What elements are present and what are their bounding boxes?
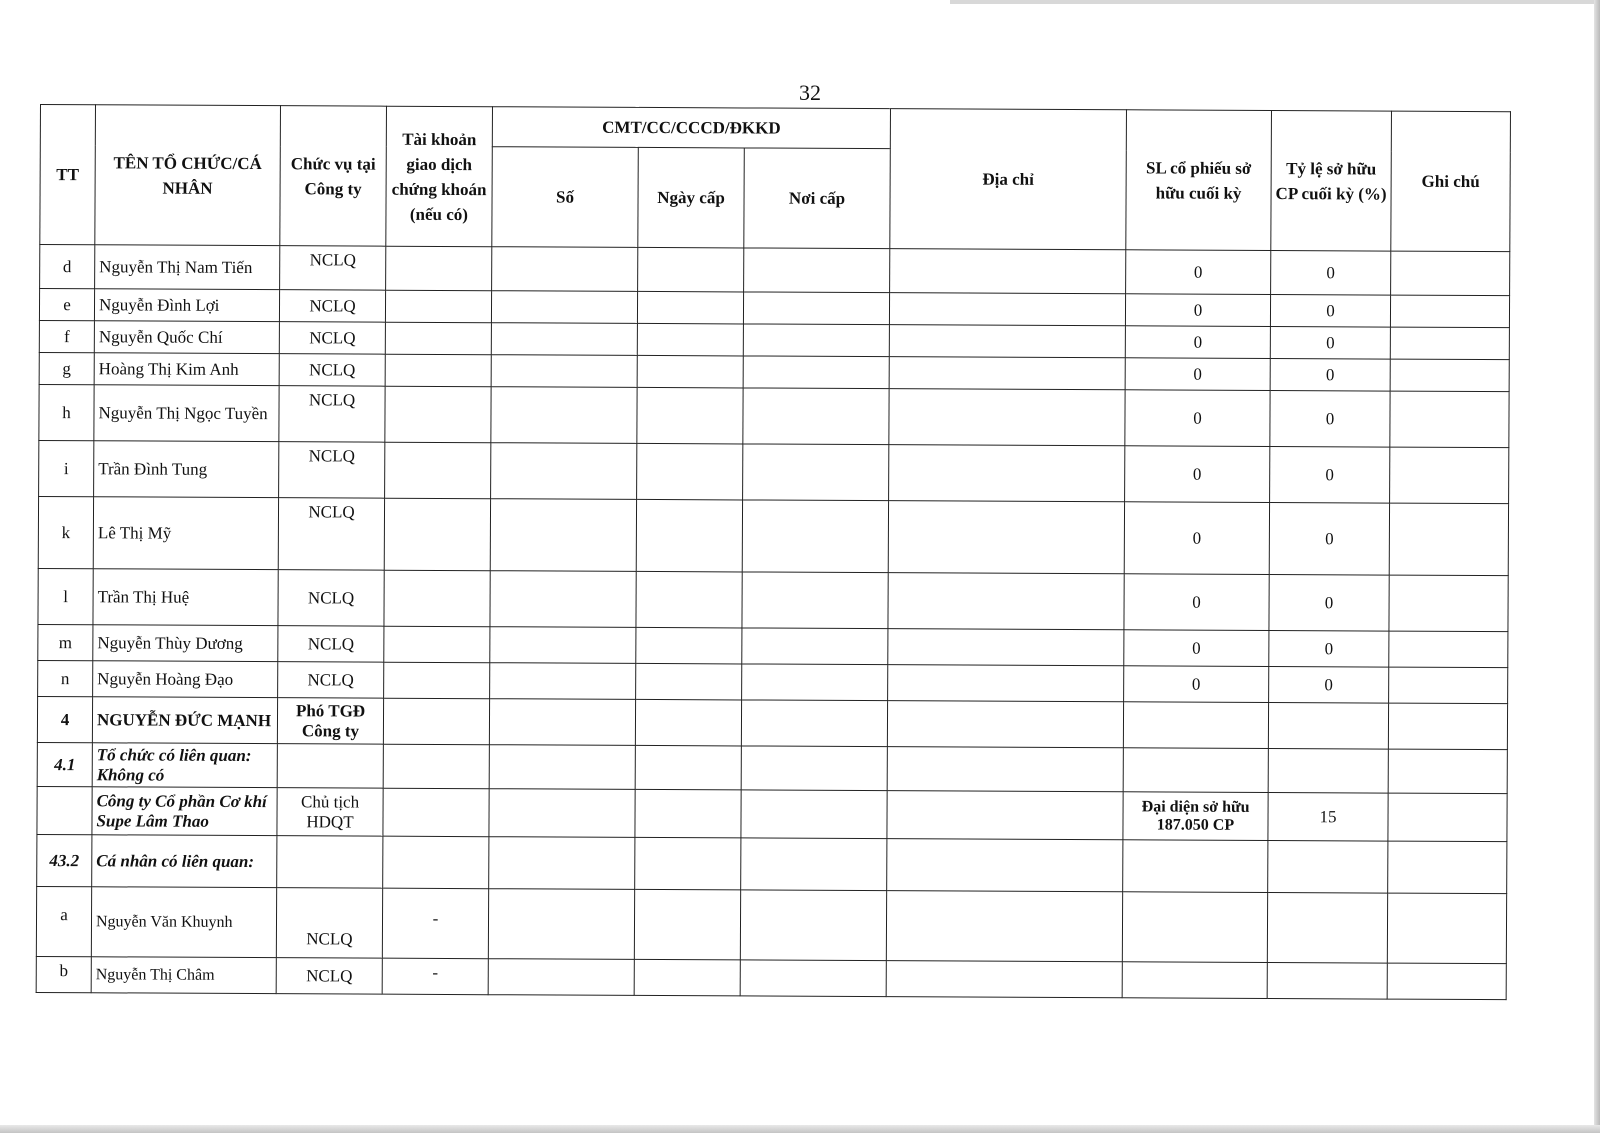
row-issue-place (742, 664, 888, 701)
row-ratio (1268, 703, 1388, 750)
row-ratio: 0 (1270, 447, 1390, 504)
row-tt: i (39, 440, 94, 496)
row-account (385, 290, 491, 323)
row-account (384, 662, 490, 699)
header-ratio: Tỷ lệ sở hữu CP cuối kỳ (%) (1271, 111, 1392, 252)
row-account (386, 246, 492, 291)
row-issue-place (741, 838, 887, 891)
row-shares: Đại diện sở hữu 187.050 CP (1123, 792, 1268, 841)
row-issue-date (636, 627, 742, 664)
header-row-1 (40, 105, 1510, 152)
row-ratio (1267, 893, 1387, 964)
row-id-number (491, 291, 637, 324)
table-row (37, 786, 1507, 841)
row-name: Cá nhân có liên quan: (92, 835, 277, 888)
row-note (1390, 327, 1509, 360)
header-id-number: Số (492, 147, 638, 248)
row-shares (1123, 748, 1268, 793)
row-shares: 0 (1125, 326, 1270, 359)
header-name: TÊN TỔ CHỨC/CÁ NHÂN (95, 105, 281, 246)
row-tt: a (36, 886, 91, 956)
row-name: Tổ chức có liên quan: Không có (92, 743, 277, 788)
row-position: NCLQ (279, 322, 385, 355)
row-ratio: 0 (1269, 575, 1389, 632)
scan-edge-bottom (0, 1125, 1600, 1133)
row-id-number (492, 247, 638, 292)
row-shares: 0 (1125, 294, 1270, 327)
row-position: NCLQ (279, 290, 385, 323)
row-note (1388, 703, 1507, 750)
row-account (384, 626, 490, 663)
row-account (383, 836, 489, 889)
row-name: Nguyễn Quốc Chí (94, 321, 279, 354)
row-id-number (491, 387, 637, 444)
row-issue-date (636, 499, 742, 572)
table-row (39, 384, 1509, 447)
row-position: NCLQ (276, 958, 382, 995)
row-issue-date (638, 247, 744, 292)
row-name: Nguyễn Văn Khuynh (91, 887, 276, 958)
row-account (385, 442, 491, 499)
row-address (888, 501, 1124, 574)
row-issue-date (637, 387, 743, 444)
row-issue-place (740, 890, 886, 961)
row-issue-place (744, 248, 890, 293)
row-address (889, 325, 1125, 358)
row-ratio: 0 (1269, 503, 1389, 576)
table-row (37, 742, 1507, 793)
row-address (889, 389, 1125, 446)
scan-edge-top (950, 0, 1600, 4)
row-issue-date (637, 355, 743, 388)
row-name: Nguyễn Thị Châm (91, 957, 276, 994)
row-tt: g (39, 352, 94, 384)
row-note (1389, 667, 1508, 704)
row-id-number (488, 889, 634, 960)
row-name: NGUYỄN ĐỨC MẠNH (92, 697, 277, 744)
table-row (36, 886, 1506, 963)
row-account (385, 386, 491, 443)
row-ratio: 0 (1270, 295, 1390, 328)
header-issue-place: Nơi cấp (744, 148, 890, 249)
row-shares: 0 (1124, 574, 1269, 631)
row-position: NCLQ (279, 354, 385, 387)
row-note (1388, 749, 1507, 794)
row-name: Nguyễn Hoàng Đạo (93, 661, 278, 698)
row-issue-place (743, 324, 889, 357)
row-id-number (489, 837, 635, 890)
header-id-group: CMT/CC/CCCD/ĐKKD (492, 107, 890, 149)
row-address (886, 891, 1122, 962)
row-address (888, 573, 1124, 630)
row-ratio (1268, 841, 1388, 894)
row-note (1389, 575, 1508, 632)
row-ratio: 0 (1269, 631, 1389, 668)
row-shares (1123, 702, 1268, 749)
row-shares (1122, 962, 1267, 999)
header-account: Tài khoản giao dịch chứng khoán (nếu có) (386, 106, 493, 247)
row-tt: 4.1 (37, 742, 92, 786)
table-row (40, 245, 1510, 296)
row-issue-place (743, 388, 889, 445)
row-issue-date (637, 323, 743, 356)
row-ratio: 0 (1271, 251, 1391, 296)
row-issue-place (741, 790, 887, 839)
row-ratio (1268, 749, 1388, 794)
header-tt: TT (40, 105, 96, 245)
row-name: Trần Đình Tung (94, 441, 279, 498)
table-row (39, 440, 1509, 503)
row-address (887, 747, 1123, 792)
row-position: NCLQ (278, 498, 384, 571)
table-row (37, 834, 1507, 893)
row-account (385, 354, 491, 387)
row-note (1387, 893, 1506, 964)
header-shares: SL cổ phiếu sở hữu cuối kỳ (1126, 110, 1272, 251)
row-note (1390, 295, 1509, 328)
row-issue-place (743, 356, 889, 389)
row-ratio (1267, 963, 1387, 1000)
table-row (37, 696, 1507, 749)
row-id-number (490, 627, 636, 664)
row-name: Nguyễn Đình Lợi (94, 289, 279, 322)
row-ratio: 0 (1270, 391, 1390, 448)
row-address (889, 357, 1125, 390)
row-address (886, 961, 1122, 998)
row-issue-date (634, 889, 740, 960)
row-issue-date (635, 789, 741, 838)
row-shares (1122, 892, 1267, 963)
row-ratio: 0 (1269, 667, 1389, 704)
row-shares: 0 (1125, 446, 1270, 503)
row-tt: d (40, 245, 95, 289)
row-position: NCLQ (276, 888, 382, 959)
row-account: - (382, 888, 488, 959)
row-note (1387, 963, 1506, 1000)
row-name: Lê Thị Mỹ (93, 497, 278, 570)
table-row (36, 956, 1506, 999)
row-issue-place (740, 960, 886, 997)
row-position: NCLQ (278, 570, 384, 627)
row-note (1391, 251, 1510, 296)
row-tt: f (39, 320, 94, 352)
row-position: Phó TGĐ Công ty (277, 698, 383, 745)
row-shares: 0 (1126, 250, 1271, 295)
row-id-number (491, 323, 637, 356)
row-address (887, 839, 1123, 892)
row-tt: 43.2 (37, 834, 92, 886)
row-issue-place (742, 628, 888, 665)
row-shares (1123, 840, 1268, 893)
row-name: Công ty Cổ phần Cơ khí Supe Lâm Thao (92, 787, 277, 836)
row-account (383, 788, 489, 837)
row-id-number (490, 663, 636, 700)
row-position (277, 836, 383, 889)
row-address (889, 293, 1125, 326)
row-id-number (489, 745, 635, 790)
header-issue-date: Ngày cấp (638, 147, 744, 248)
table-row (38, 568, 1508, 631)
row-issue-date (636, 571, 742, 628)
row-id-number (491, 443, 637, 500)
row-issue-date (636, 663, 742, 700)
page-number: 32 (799, 80, 821, 105)
row-issue-date (635, 745, 741, 790)
row-issue-place (743, 292, 889, 325)
row-id-number (488, 959, 634, 996)
row-address (890, 249, 1126, 294)
row-tt: e (39, 289, 94, 321)
row-address (887, 701, 1123, 748)
row-ratio: 0 (1270, 327, 1390, 360)
row-issue-date (637, 291, 743, 324)
row-position: Chủ tịch HDQT (277, 788, 383, 837)
row-account (383, 698, 489, 745)
row-id-number (489, 789, 635, 838)
row-position: NCLQ (278, 626, 384, 663)
row-shares: 0 (1125, 390, 1270, 447)
row-address (888, 629, 1124, 666)
row-tt: l (38, 568, 93, 624)
row-name: Nguyễn Thị Ngọc Tuyền (94, 385, 279, 442)
row-note (1388, 793, 1507, 842)
row-issue-date (635, 837, 741, 890)
row-tt: b (36, 956, 91, 992)
row-note (1390, 447, 1509, 504)
row-issue-date (637, 443, 743, 500)
header-address: Địa chỉ (890, 109, 1127, 250)
row-shares: 0 (1125, 358, 1270, 391)
row-shares: 0 (1124, 502, 1269, 575)
row-tt: m (38, 624, 93, 660)
row-account (384, 498, 490, 571)
row-id-number (491, 355, 637, 388)
row-id-number (490, 499, 636, 572)
row-note (1390, 391, 1509, 448)
row-issue-place (742, 572, 888, 629)
row-ratio: 0 (1270, 359, 1390, 392)
row-issue-place (741, 746, 887, 791)
row-id-number (490, 571, 636, 628)
row-tt (37, 786, 92, 834)
row-shares: 0 (1124, 630, 1269, 667)
row-position (277, 744, 383, 789)
row-shares: 0 (1124, 666, 1269, 703)
row-position: NCLQ (280, 246, 386, 291)
row-issue-place (742, 500, 888, 573)
row-issue-place (743, 444, 889, 501)
row-address (888, 665, 1124, 702)
scan-edge-right (1594, 0, 1600, 1133)
row-note (1388, 841, 1507, 894)
row-position: NCLQ (279, 386, 385, 443)
row-account: - (382, 958, 488, 995)
row-position: NCLQ (278, 662, 384, 699)
row-issue-place (741, 700, 887, 747)
row-name: Trần Thị Huệ (93, 569, 278, 626)
row-note (1389, 631, 1508, 668)
row-account (383, 744, 489, 789)
row-address (887, 791, 1123, 840)
row-issue-date (634, 959, 740, 996)
row-position: NCLQ (279, 442, 385, 499)
row-account (385, 322, 491, 355)
row-ratio: 15 (1268, 793, 1388, 842)
row-note (1389, 503, 1508, 576)
row-tt: n (38, 660, 93, 696)
row-name: Nguyễn Thùy Dương (93, 625, 278, 662)
row-id-number (489, 699, 635, 746)
row-tt: 4 (37, 696, 92, 742)
row-issue-date (635, 699, 741, 746)
row-note (1390, 359, 1509, 392)
header-note: Ghi chú (1391, 111, 1511, 252)
related-persons-table (36, 104, 1511, 1000)
table-row (38, 496, 1508, 575)
row-account (384, 570, 490, 627)
header-position: Chức vụ tại Công ty (280, 106, 387, 247)
row-address (889, 445, 1125, 502)
row-tt: k (38, 496, 93, 568)
row-tt: h (39, 384, 94, 440)
row-name: Nguyễn Thị Nam Tiến (95, 245, 280, 290)
row-name: Hoàng Thị Kim Anh (94, 353, 279, 386)
